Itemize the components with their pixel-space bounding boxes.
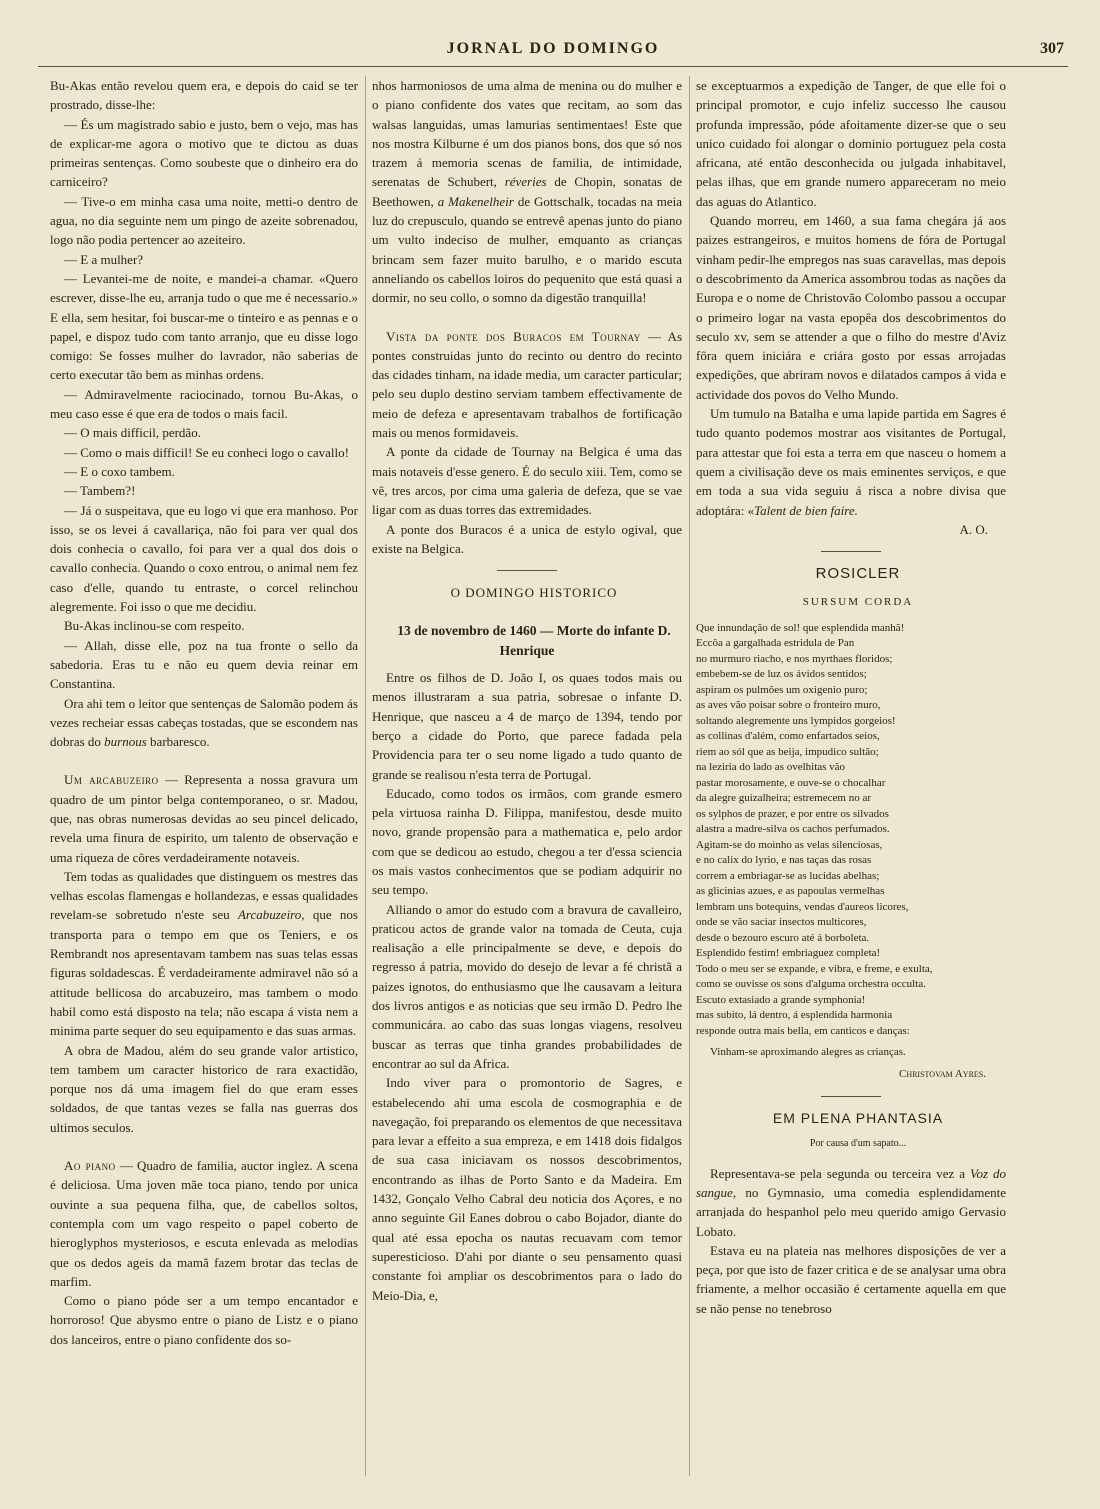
- paragraph: — O mais difficil, perdão.: [64, 425, 201, 441]
- paragraph: — Tive-o em minha casa uma noite, metti-o dentro de agua, no dia seguinte nem um pingo de azeite sobrenadou, logo não podia pertencer ao azeiteiro.: [50, 193, 358, 248]
- italic-word: burnous: [104, 734, 147, 750]
- divider: [821, 1096, 881, 1097]
- text-run: barbaresco.: [146, 734, 210, 750]
- section-title: O DOMINGO HISTORICO: [450, 585, 618, 601]
- text-run: Representava-se pela segunda ou terceira vez a: [710, 1165, 970, 1181]
- poem-line: mas subito, lá dentro, á esplendida harmonia: [696, 1009, 893, 1022]
- poem-line: responde outra mais bella, em canticos e danças:: [696, 1024, 910, 1037]
- page-number: 307: [1040, 40, 1064, 57]
- page-header: [38, 40, 1068, 67]
- section-lead: Um arcabuzeiro: [64, 772, 159, 788]
- paragraph: [696, 1164, 1006, 1241]
- divider: [497, 570, 557, 571]
- poem-body: [696, 621, 1006, 1040]
- paragraph: Estava eu na plateia nas melhores disposições de ver a peça, por que isto de fazer critica e de se analysar uma obra friamente, a melhor occasião é certamente aquella em que se não pense no tenebroso: [696, 1242, 1006, 1316]
- paragraph: [50, 867, 358, 1041]
- paragraph: — Tambem?!: [64, 483, 136, 499]
- section-lead: Vista da ponte dos Buracos em Tournay: [386, 328, 641, 344]
- article-subtitle: 13 de novembro de 1460 — Morte do infante D. Henrique: [397, 623, 671, 658]
- column-middle: [372, 76, 682, 1305]
- column-left: [50, 76, 358, 1349]
- poem-line: onde se vão saciar insectos multicores,: [696, 916, 867, 929]
- column-divider: [365, 76, 366, 1476]
- paragraph: — Como o mais difficil! Se eu conheci logo o cavallo!: [64, 444, 349, 460]
- text-run: de Chopin, sonatas de Beethowen,: [372, 174, 682, 209]
- poem-section-title: ROSICLER: [815, 565, 901, 583]
- poem-line: e no calix do lyrio, e nas taças das rosas: [696, 854, 872, 867]
- paragraph: se exceptuarmos a expedição de Tanger, de que elle foi o principal promotor, e cujo infeliz successo lhe causou profunda impressão, póde afoitamente dizer-se que o seu unico cuidado foi alongar o dominio portuguez pela costa africana, até então desconhecida ou julgada inhabitavel, pelas ilhas, que em grande numero appareceram no meio das aguas do Atlantico.: [696, 78, 1006, 209]
- poem-author: Christovam Ayres.: [898, 1067, 986, 1080]
- poem-line: lembram uns botequins, vendas d'aureos licores,: [696, 900, 909, 913]
- article-title: EM PLENA PHANTASIA: [772, 1110, 944, 1127]
- poem-line: alastra a madre-silva os cachos perfumados.: [696, 823, 890, 836]
- text-run: Um tumulo na Batalha e uma lapide partida em Sagres é tudo quanto podemos mostrar aos visitantes de Portugal, para attestar que foi esta a terra em que nasceu o homem a quem a civilisação deve os mais eminentes serviços, e que em toda a sua vida seguiu á risca a nobre divisa que adoptára: «: [696, 406, 1006, 518]
- paragraph: Como o piano póde ser a um tempo encantador e horroroso! Que abysmo entre o piano de Listz e o piano dos lanceiros, entre o piano confidente dos so-: [50, 1293, 358, 1347]
- text-run: , que nos transporta para o tempo em que os Teniers, e os Rembrandt nos apresentavam tambem nas suas telas essas figuras soldadescas. É verdadeiramente admiravel não só a attitude bellicosa do arcabuzeiro, mas tambem o modo habil como está disposto na tela; não escapa á vista nem a minima parte sequer do seu equipamento e das suas armas.: [50, 907, 358, 1039]
- paragraph: Entre os filhos de D. João I, os quaes todos mais ou menos illustraram a sua patria, sobresae o infante D. Henrique, que nasceu a 4 de março de 1394, tendo por berço a cidade do Porto, que parece fadada pela Providencia para ter o seu nome ligado a tudo quanto de grande se realisou n'esta terra de Portugal.: [372, 670, 682, 782]
- poem-line: Agitam-se do moinho as velas silenciosas,: [696, 838, 883, 851]
- poem-line: Escuto extasiado a grande symphonia!: [696, 993, 866, 1006]
- poem-line: correm a embriagar-se as lucidas abelhas;: [696, 869, 880, 882]
- paragraph: Indo viver para o promontorio de Sagres, e estabelecendo ahi uma escola de cosmographia e de navegação, foi preparando os elementos de que necessitava para levar a effeito a sua empreza, e em 1418 dois fidalgos de sua casa iniciavam os nossos descobrimentos, encontrando as ilhas de Porto Santo e da Madeira. Em 1432, Gonçalo Velho Cabral deu noticia dos Açores, e no anno seguinte Gil Eanes dobrou o cabo Bojador, diante do qual até essa epocha os nautas recuavam com temor superesticioso. D'ahi por diante o seu pensamento quasi constante foi ampliar os descobrimentos para o lado do Meio-Dia, e,: [372, 1075, 682, 1303]
- paragraph: A obra de Madou, além do seu grande valor artistico, tem tambem um caracter historico de rara exactidão, porque nos dá uma imagem fiel do que eram esses soldados, de que tantas vezes se falla nas guerras dos ultimos seculos.: [50, 1042, 358, 1135]
- paragraph: — Já o suspeitava, que eu logo vi que era manhoso. Por isso, se os levei á cavallariça, não foi para ver qual dos dois conhecia o cavallo, foi para ver a qual dos dois o cavallo conhecia. Quando o coxo entrou, o animal nem fez caso d'elle, quando tu entraste, o corcel relinchou alegremente. Foi isso o que me decidiu.: [50, 502, 358, 615]
- journal-title: JORNAL DO DOMINGO: [446, 40, 660, 57]
- poem-line: Que innundação de sol! que esplendida manhã!: [696, 621, 905, 634]
- paragraph: — És um magistrado sabio e justo, bem o vejo, mas has de explicar-me agora o motivo que te dictou as duas primeiras sentenças. Como soubeste que o dinheiro era do carniceiro?: [50, 116, 358, 190]
- poem-line: soltando alegremente uns lympidos gorgeios!: [696, 714, 896, 727]
- text-run: , no Gymnasio, uma comedia esplendidamente arranjada do hespanhol pelo meu querido amigo Gervasio Lobato.: [696, 1184, 1006, 1239]
- paragraph-piano: [50, 1156, 358, 1291]
- divider: [821, 551, 881, 552]
- paragraph: [50, 694, 358, 752]
- poem-title: SURSUM CORDA: [802, 596, 914, 609]
- text-run: — As pontes construidas junto do recinto ou dentro do recinto das cidades tinham, na idade media, um caracter particular; pelo seu duplo destino serviam tambem effectivamente de meio de defeza e apresentavam trabalhos de fortificação mais ou menos formidaveis.: [372, 328, 683, 441]
- poem-line: embebem-se de luz os ávidos sentidos;: [696, 668, 867, 681]
- poem-line: desde o bezouro escuro até á borboleta.: [696, 931, 870, 944]
- paragraph: — Allah, disse elle, poz na tua fronte o sello da sabedoria. Eras tu e não eu quem devia reinar em Constantina.: [50, 637, 358, 692]
- paragraph: [372, 76, 682, 308]
- poem-line: pastar morosamente, e ouve-se o chocalhar: [696, 776, 886, 789]
- paragraph: Educado, como todos os irmãos, com grande esmero pela virtuosa rainha D. Filippa, manifestou, desde muito novo, grande propensão para a mathematica e, pelo ardor com que se dedicou ao estudo, chegou a ter d'essa sciencia os mais vastos conhecimentos que se podiam adquirir no seu tempo.: [372, 785, 682, 898]
- poem-line: como se ouvisse os sons d'alguma orchestra occulta.: [696, 978, 926, 991]
- paragraph: Bu-Akas então revelou quem era, e depois do caid se ter prostrado, disse-lhe:: [50, 78, 358, 113]
- article-signature: A. O.: [959, 521, 988, 537]
- text-run: — Representa a nossa gravura um quadro de um pintor belga contemporaneo, o sr. Madou, que, nas obras numerosas devidas ao seu pincel delicado, revela uma finura de espirito, um talento de observação e uma riqueza de côres verdadeiramente notaveis.: [50, 772, 358, 865]
- paragraph: — Levantei-me de noite, e mandei-a chamar. «Quero escrever, disse-lhe eu, arranja tudo o que me é necessario.» E ella, sem hesitar, foi buscar-me o tinteiro e as pennas e o papel, e dispoz tudo com tanto arranjo, que eu disse logo comigo: Se fosses mulher do lavrador, não saberias de certo executar tão bem as minhas ordens.: [50, 270, 358, 383]
- text-run: Ora ahi tem o leitor que sentenças de Salomão podem ás vezes recheiar essas cabeças tostadas, que se escondem nas dobras do: [50, 695, 358, 750]
- text-run: Tem todas as qualidades que distinguem os mestres das velhas escolas flamengas e hollandezas, e essas qualidades revelam-se sobretudo n'este seu: [50, 868, 358, 923]
- paragraph: Bu-Akas inclinou-se com respeito.: [64, 618, 245, 634]
- poem-last-line: Vinham-se aproximando alegres as crianças.: [710, 1046, 906, 1059]
- poem-line: as glicinias azues, e as papoulas vermelhas: [696, 885, 885, 898]
- poem-line: as aves vão poisar sobre o fronteiro muro,: [696, 699, 881, 712]
- poem-line: riem ao sól que as beija, impudico sultão;: [696, 745, 879, 758]
- italic-motto: Talent de bien faire.: [754, 502, 858, 518]
- paragraph-ponte: [372, 327, 682, 443]
- poem-line: da alegre guizalheira; estremecem no ar: [696, 792, 871, 805]
- text-run: de Gottschalk, tocadas na meia luz do crepusculo, quando se entrevê apenas junto do piano um vulto indeciso de mulher, emquanto as crianças brincam sem fazer muito barulho, e o marido escuta anneliando os cabellos loiros do pequenito que está quasi a dormir, no seu collo, o somno da digestão tranquilla!: [372, 193, 683, 306]
- column-divider: [689, 76, 690, 1476]
- poem-line: Eccôa a gargalhada estridula de Pan: [696, 637, 855, 650]
- paragraph: — E a mulher?: [64, 251, 144, 267]
- paragraph: A ponte dos Buracos é a unica de estylo ogival, que existe na Belgica.: [372, 521, 682, 556]
- article-subheading: Por causa d'um sapato...: [809, 1138, 907, 1150]
- poem-line: as collinas d'além, como enfartados seios,: [696, 730, 880, 743]
- paragraph: — E o coxo tambem.: [64, 463, 175, 479]
- column-right: [696, 76, 1006, 1318]
- poem-line: Esplendido festim! embriaguez completa!: [696, 947, 881, 960]
- paragraph-arcabuzeiro: [50, 770, 358, 866]
- paragraph: — Admiravelmente raciocinado, tornou Bu-Akas, o meu caso esse é que era de todos o mais facil.: [50, 386, 358, 422]
- text-run: — Quadro de familia, auctor inglez. A scena é deliciosa. Uma joven mãe toca piano, tendo por unica ouvinte a sua pequena filha, que, de cabellos soltos, contempla com um vago respeito o papel coberto de hieroglyphos mysteriosos, e escuta enlevada as melodias que os dedos ageis da mamã fazem brotar das teclas de marfim.: [50, 1158, 358, 1289]
- italic-word: a Makenelheir: [437, 193, 514, 209]
- paragraph: [696, 404, 1006, 520]
- poem-line: os sylphos de prazer, e por entre os silvados: [696, 807, 889, 820]
- paragraph: A ponte da cidade de Tournay na Belgica é uma das mais notaveis d'esse genero. É do seculo xiii. Tem, como se vê, tres arcos, por cima uma galeria de defeza, que se vae ligar com as duas torres das extremidades.: [372, 444, 682, 518]
- italic-word: réveries: [504, 174, 547, 190]
- poem-line: no murmuro riacho, e nos myrthaes floridos;: [696, 652, 893, 665]
- paragraph: Quando morreu, em 1460, a sua fama chegára já aos paizes estrangeiros, e muitos homens de fóra de Portugal vinham pedir-lhe empregos nas suas caravellas, mas depois o descobrimento da America assombrou todas as nações da Europa e o nome de Christovão Colombo passou a occupar o primeiro logar na vasta epopêa dos descobrimentos do seculo xv, sem se attender a que o filho do mestre d'Aviz fôra quem iniciára e criára gosto por essas arrojadas expedições, que abriram novos e dilatados campos á vida e actividade dos povos do Velho Mundo.: [696, 213, 1006, 402]
- paragraph: Alliando o amor do estudo com a bravura de cavalleiro, praticou actos de grande valor na tomada de Ceuta, cuja realisação a elle principalmente se deve, e depois do regresso á patria, movido do desejo de levar a fé christã a paizes ignotos, do enthusiasmo que lhe causavam a leitura dos livros antigos e as noticias que seu irmão D. Pedro lhe communicára. ao cabo das suas longas viagens, resolveu buscar as terras que tinha grandes probabilidades de encontrar ao sul da Africa.: [372, 901, 682, 1071]
- italic-title: Voz do sangue: [696, 1165, 1007, 1200]
- italic-word: Arcabuzeiro: [237, 907, 302, 923]
- poem-line: na leziria do lado as ovelhitas vão: [696, 761, 846, 774]
- text-run: nhos harmoniosos de uma alma de menina ou do mulher e o piano confidente dos vates que recitam, ao som das walsas languidas, umas lamurias sentimentaes! Este que nos mostra Kilburne é um dos pianos bons, dos que só nos trazem á memoria scenas de familia, de intimidade, serenatas de Schubert,: [372, 78, 682, 190]
- poem-line: aspiram os pulmões um oxigenio puro;: [696, 683, 868, 696]
- poem-line: Todo o meu ser se expande, e vibra, e freme, e exulta,: [696, 962, 933, 975]
- section-lead: Ao piano: [64, 1158, 116, 1174]
